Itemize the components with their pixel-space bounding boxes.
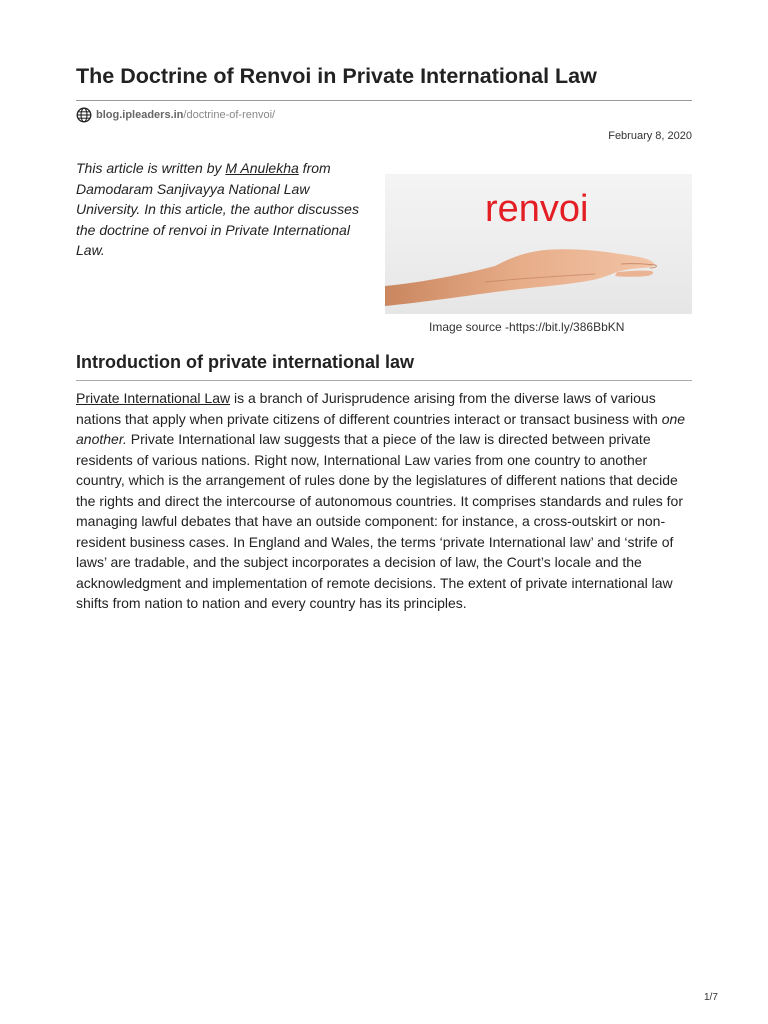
private-international-law-link[interactable]: Private International Law [76,390,231,406]
paragraph-text-2: Private International law suggests that a piece of the law is directed between private residents of various nations. Right now, International Law varies from one country to another country, which is the arrangement of rules done by the legislatures of different nations that decide the rights and direct the intercourse of autonomous countries. It comprises standards and rules for managing lawful debates that have an outside component: for instance, a cross-outskirt or non-resident business cases. In England and Wales, the terms ‘private International law’ and ‘strife of laws’ are tradable, and the subject incorporates a decision of law, the Court’s locale and the acknowledgment and implementation of remote decisions. The extent of private international law shifts from nation to nation and every country has its principles. [76,431,683,611]
intro-suffix: from Damodaram Sanjivayya National Law University. In this article, the author discusses the doctrine of renvoi in Private International Law. [76,160,359,258]
renvoi-word: renvoi [485,188,589,230]
section-divider [76,380,692,381]
paragraph-text-1: is a branch of Jurisprudence arising from the diverse laws of various nations that apply when private citizens of different countries interact or transact business with [76,390,662,427]
paragraph-italic: one another. [76,410,686,447]
section-paragraph [76,388,696,614]
image-caption: Image source -https://bit.ly/386BbKN [429,320,625,334]
section-heading: Introduction of private international law [76,352,415,372]
article-title: The Doctrine of Renvoi in Private International Law [76,64,597,88]
author-link[interactable]: M Anulekha [225,160,299,176]
source-path[interactable]: /doctrine-of-renvoi/ [183,109,276,121]
globe-icon [76,107,92,123]
publish-date: February 8, 2020 [608,130,692,142]
source-url[interactable] [76,106,275,124]
source-domain[interactable]: blog.ipleaders.in [96,109,184,121]
renvoi-hand-image [385,174,692,314]
title-divider [76,100,692,101]
intro-paragraph [76,158,376,261]
intro-prefix: This article is written by [76,160,226,176]
page-number: 1/7 [704,992,718,1003]
